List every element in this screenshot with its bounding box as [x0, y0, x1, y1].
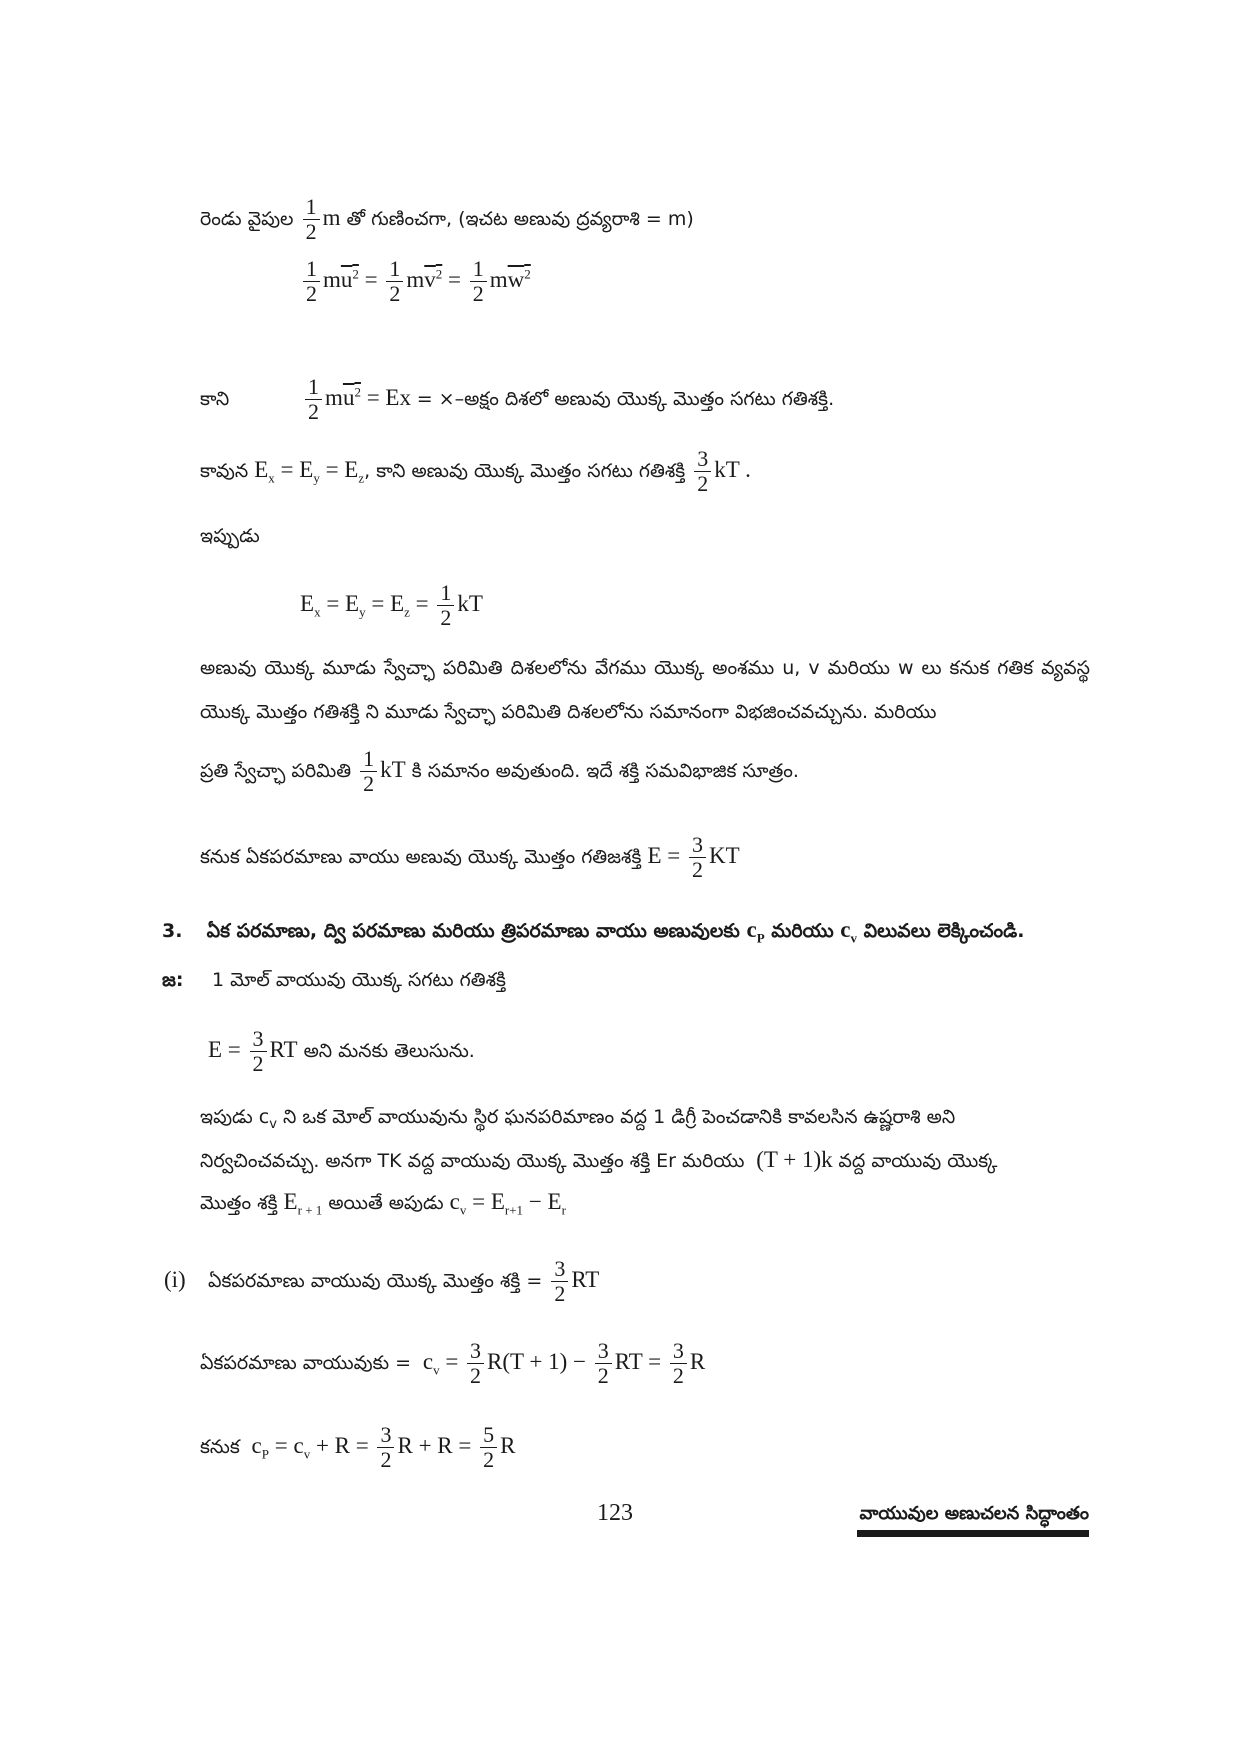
- para2-line-2: నిర్వచించవచ్చు. అనగా TK వద్ద వాయువు యొక్క మొత్తం శక్తి Er మరియు (T + 1)k వద్ద వాయువు యొక్క: [200, 1147, 998, 1172]
- line-equipartition: ప్రతి స్వేచ్ఛా పరిమితి $\frac{1}{2}$ kT కి సమానం అవుతుంది. ఇదే శక్తి సమవిభాజిక సూత్రం.: [200, 746, 799, 796]
- footer-rule: [857, 1530, 1089, 1537]
- paragraph-degrees-of-freedom: అణువు యొక్క మూడు స్వేచ్ఛా పరిమితి దిశలలోను వేగము యొక్క అంశము u, v మరియు w లు కనుక గతిక వ్యవస్థ యొక్క మొత్తం గతిశక్తి ని మూడు స్వేచ్ఛా పరిమితి దిశలలోను సమానంగా విభజించవచ్చును. మరియు: [200, 657, 1090, 723]
- equation-ex-half-kt: $E_x = E_y = E_z$ = $\frac{1}{2}$ kT: [300, 580, 483, 630]
- equation-cp-monatomic: కనుక $c_P = c_v + R$ = $\frac{3}{2}$ R + R = $\frac{5}{2}$ R: [200, 1422, 516, 1472]
- question-3: 3. ఏక పరమాణు, ద్వి పరమాణు మరియు త్రిపరమాణు వాయు అణువులకు $c_P$ మరియు $c_v$ విలువలు లెక్కించండి.: [162, 917, 1025, 946]
- line-but-ex: కాని $\frac{1}{2}$ $mu^2 = Ex$ = ×–అక్షం దిశలో అణువు యొక్క మొత్తం సగటు గతిశక్తి.: [200, 374, 835, 424]
- equation-cv-monatomic: ఏకపరమాణు వాయువుకు = $c_v$ = $\frac{3}{2}$ R(T + 1) − $\frac{3}{2}$ RT = $\frac{3}{2}$ R: [200, 1338, 706, 1388]
- line-multiply-half-m: రెండు వైపుల $\frac{1}{2}$ m తో గుణించగా, (ఇచట అణువు ద్రవ్యరాశి = m): [200, 194, 694, 244]
- item-i: (i) ఏకపరమాణు వాయువు యొక్క మొత్తం శక్తి = $\frac{3}{2}$ RT: [164, 1256, 600, 1306]
- line-now: ఇప్పుడు: [200, 525, 260, 547]
- chapter-title: వాయువుల అణుచలన సిద్ధాంతం: [859, 1503, 1089, 1524]
- para2-line-3: మొత్తం శక్తి $E_{r + 1}$ అయితే అపుడు $c_v = E_{r+1} - E_r$: [200, 1189, 566, 1218]
- line-therefore-ex-ey-ez: కావున $E_x = E_y = E_z$, కాని అణువు యొక్క మొత్తం సగటు గతిశక్తి $\frac{3}{2}$ kT .: [200, 446, 751, 496]
- equation-kinetic-components: $\frac{1}{2}$ $mu^2$ = $\frac{1}{2}$ $mv^2$ = $\frac{1}{2}$ $mw^2$: [300, 258, 531, 305]
- page-number: 123: [597, 1500, 633, 1526]
- line-monatomic-energy: కనుక ఏకపరమాణు వాయు అణువు యొక్క మొత్తం గతిజశక్తి E = $\frac{3}{2}$ KT: [200, 832, 740, 882]
- answer-line: జ: 1 మోల్ వాయువు యొక్క సగటు గతిశక్తి: [162, 969, 506, 991]
- para2-line-1: ఇపుడు $c_v$ ని ఒక మోల్ వాయువును స్థిర ఘనపరిమాణం వద్ద 1 డిగ్రీ పెంచడానికి కావలసిన ఉష్ణరాశి అని: [200, 1106, 956, 1132]
- fraction-half: $\frac{1}{2}$: [303, 196, 320, 243]
- equation-e-3-2-rt: E = $\frac{3}{2}$ RT అని మనకు తెలుసును.: [208, 1026, 475, 1076]
